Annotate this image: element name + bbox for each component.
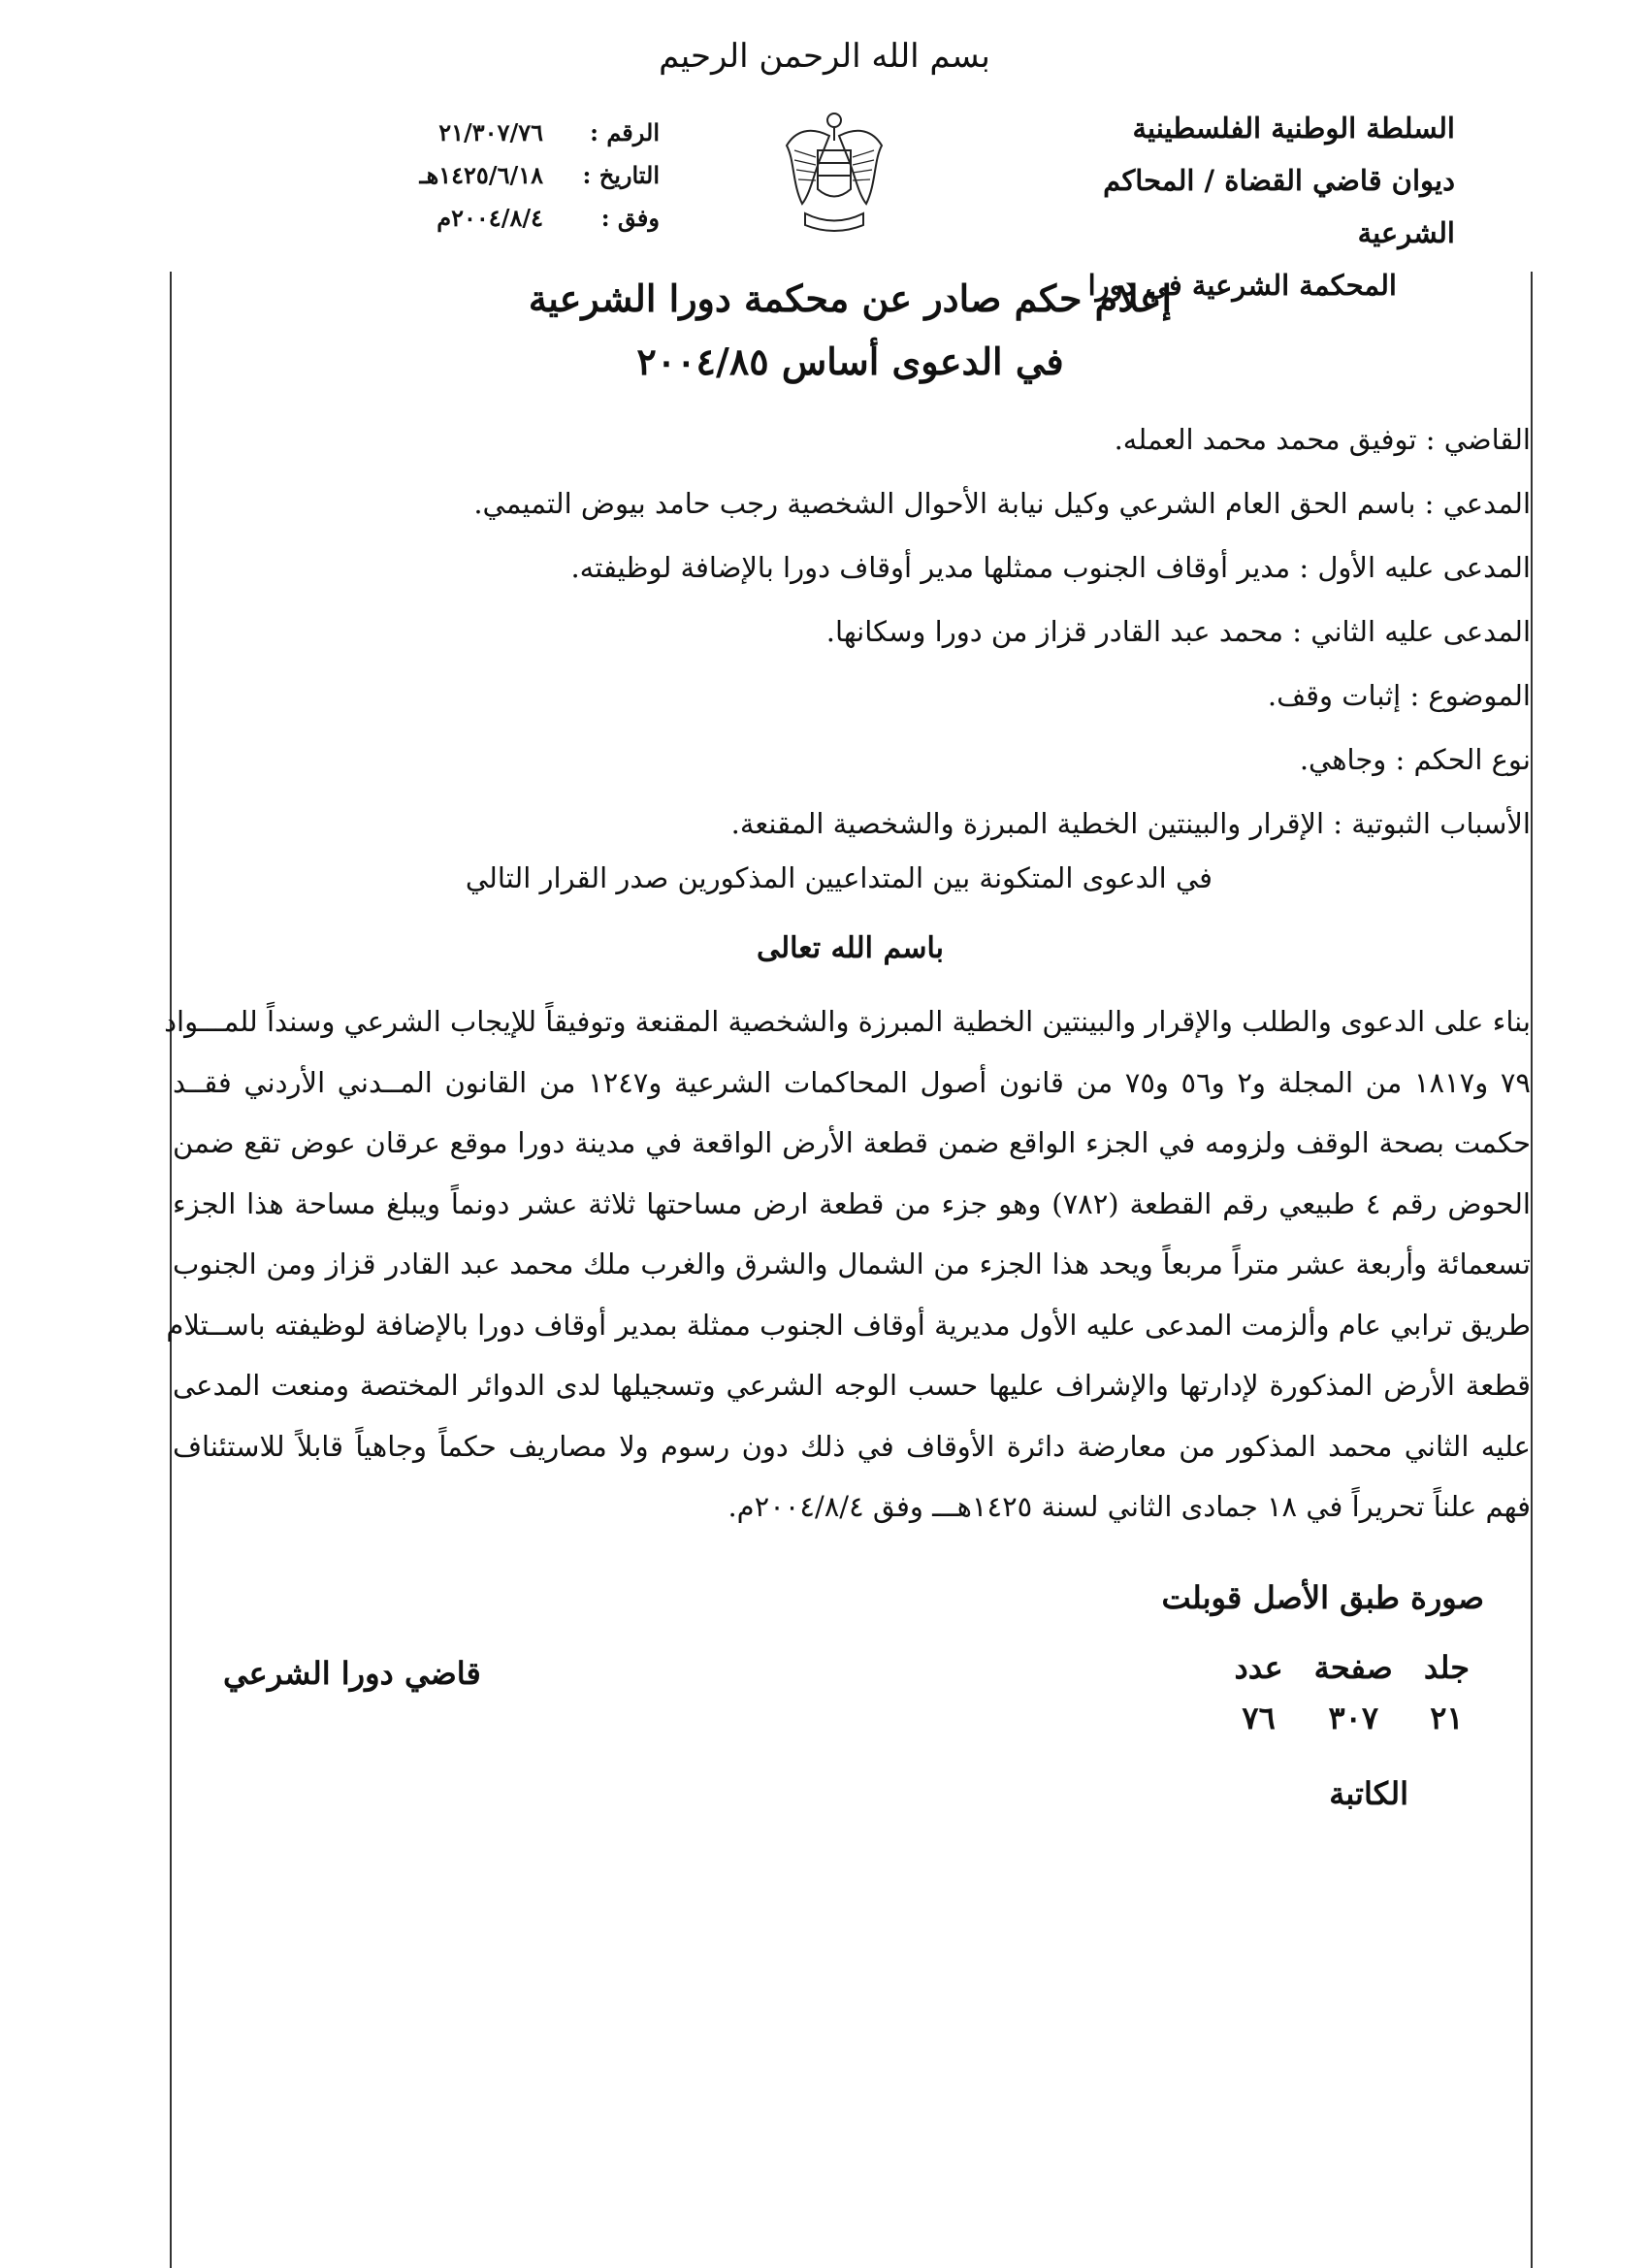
hijri-date-value: ١٤٢٥/٦/١٨هـ <box>419 161 543 189</box>
eagle-emblem-icon <box>781 107 888 238</box>
hijri-date-row <box>407 154 660 197</box>
basmala: بسم الله الرحمن الرحيم <box>659 37 990 76</box>
ruling-body <box>164 991 1531 1538</box>
ruling-line: حكمت بصحة الوقف ولزومه في الجزء الواقع ضمن قطعة الأرض الواقعة في مدينة دورا موقع عرقان عوض تقع ضمن <box>173 1126 1531 1159</box>
document-title: إعلام حكم صادر عن محكمة دورا الشرعية <box>528 276 1173 320</box>
register-volume-label: جلد <box>1423 1649 1470 1686</box>
hijri-date-label: التاريخ : <box>582 161 660 189</box>
ruling-line: ٧٩ و١٨١٧ من المجلة و٢ و٥٦ و٧٥ من قانون أصول المحاكمات الشرعية و١٢٤٧ من القانون المــدني الأردني فقــد <box>173 1065 1531 1099</box>
issuer-line: المحكمة الشرعية في دورا <box>1087 269 1397 302</box>
clerk-label: الكاتبة <box>1329 1775 1408 1812</box>
gregorian-date-value: ٢٠٠٤/٨/٤م <box>436 204 543 232</box>
case-fields <box>173 407 1531 856</box>
evidence-field: الأسباب الثبوتية : الإقرار والبينتين الخطية المبرزة والشخصية المقنعة. <box>730 807 1531 840</box>
ruling-line: طريق ترابي عام وألزمت المدعى عليه الأول مديرية أوقاف الجنوب ممثلة بمدير أوقاف دورا بالإضافة لوظيفته باســتلام <box>166 1308 1531 1342</box>
register-number <box>1235 1649 1283 1736</box>
register-volume <box>1424 1649 1470 1736</box>
issuer-line: ديوان قاضي القضاة / المحاكم الشرعية <box>1103 164 1455 249</box>
ruling-line: فهم علناً تحريراً في ١٨ جمادى الثاني لسنة ١٤٢٥هـــ وفق ٢٠٠٤/٨/٤م. <box>728 1490 1531 1523</box>
register-page-value: ٣٠٧ <box>1328 1700 1379 1736</box>
register-reference <box>1235 1649 1470 1736</box>
ruling-line: عليه الثاني محمد المذكور من معارضة دائرة الأوقاف في ذلك دون رسوم ولا مصاريف حكماً وجاهياً قابلاً للاستئناف <box>173 1429 1531 1463</box>
gregorian-date-row <box>407 197 660 240</box>
register-page-label: صفحة <box>1313 1649 1393 1686</box>
judge-field: القاضي : توفيق محمد محمد العمله. <box>1114 423 1531 456</box>
ruling-intro: في الدعوى المتكونة بين المتداعيين المذكورين صدر القرار التالي <box>465 861 1212 894</box>
register-number-label: عدد <box>1234 1649 1283 1686</box>
page-border-right <box>1531 272 1533 2268</box>
ruling-line: قطعة الأرض المذكورة لإدارتها والإشراف عليها حسب الوجه الشرعي وتسجيلها لدى الدوائر المختصة ومنعت المدعى <box>173 1369 1531 1402</box>
reference-block <box>407 112 660 240</box>
judge-signature: قاضي دورا الشرعي <box>223 1655 481 1692</box>
register-volume-value: ٢١ <box>1430 1700 1464 1736</box>
page-border-left <box>170 272 172 2268</box>
ruling-line: بناء على الدعوى والطلب والإقرار والبينتين الخطية المبرزة والشخصية المقنعة وتوفيقاً للإيجاب الشرعي وسنداً للمـــواد <box>164 1005 1531 1038</box>
gregorian-date-label: وفق : <box>600 204 660 232</box>
plaintiff-field: المدعي : باسم الحق العام الشرعي وكيل نيابة الأحوال الشخصية رجب حامد بيوض التميمي. <box>473 487 1531 520</box>
register-number-value: ٧٦ <box>1242 1700 1276 1736</box>
case-number-title: في الدعوى أساس ٢٠٠٤/٨٥ <box>636 340 1064 383</box>
certified-copy-label: صورة طبق الأصل قوبلت <box>1161 1579 1484 1616</box>
second-defendant-field: المدعى عليه الثاني : محمد عبد القادر قزاز من دورا وسكانها. <box>825 615 1531 648</box>
reference-number-value: ٢١/٣٠٧/٧٦ <box>438 118 543 146</box>
subject-field: الموضوع : إثبات وقف. <box>1267 679 1531 712</box>
ruling-line: تسعمائة وأربعة عشر متراً مربعاً ويحد هذا الجزء من الشمال والشرق والغرب ملك محمد عبد القادر قزاز ومن الجنوب <box>173 1247 1531 1280</box>
reference-number-row <box>407 112 660 154</box>
ruling-type-field: نوع الحكم : وجاهي. <box>1299 743 1531 776</box>
in-the-name-of-god: باسم الله تعالى <box>756 931 945 965</box>
reference-number-label: الرقم : <box>590 118 660 146</box>
first-defendant-field: المدعى عليه الأول : مدير أوقاف الجنوب ممثلها مدير أوقاف دورا بالإضافة لوظيفته. <box>570 551 1531 584</box>
ruling-line: الحوض رقم ٤ طبيعي رقم القطعة (٧٨٢) وهو جزء من قطعة ارض مساحتها ثلاثة عشر دونماً ويبلغ مساحة هذا الجزء <box>173 1186 1531 1220</box>
register-page <box>1314 1649 1393 1736</box>
issuer-line: السلطة الوطنية الفلسطينية <box>1132 112 1455 145</box>
